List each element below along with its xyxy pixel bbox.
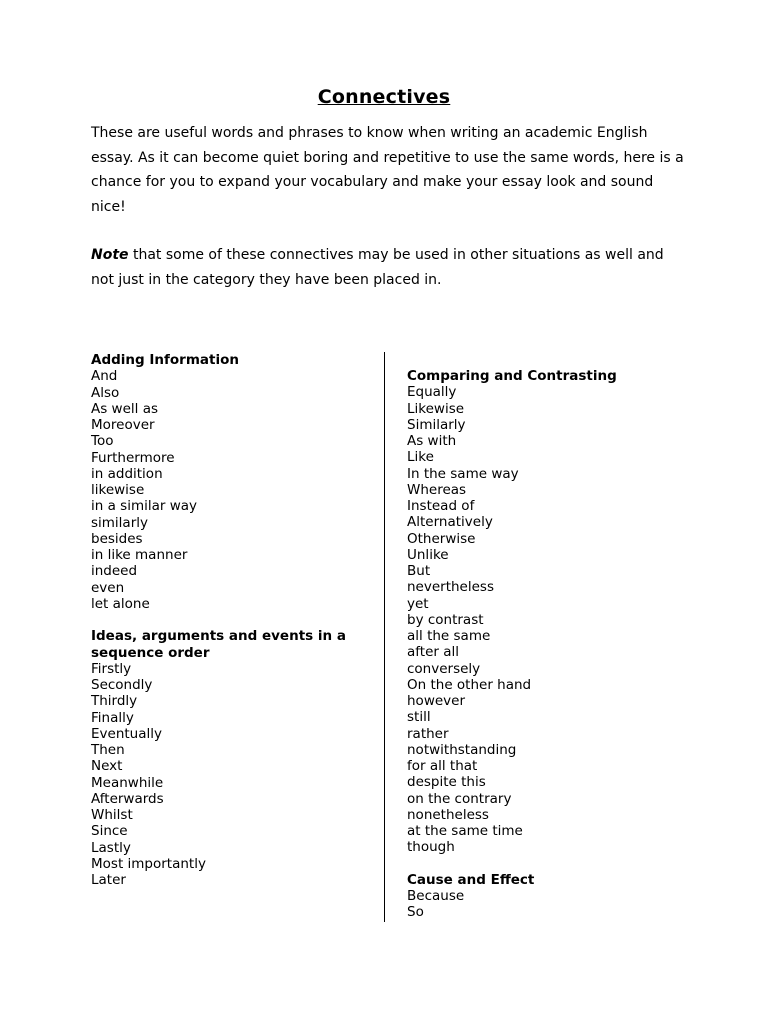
connective-item: Because <box>407 888 465 904</box>
connective-item: And <box>91 368 118 385</box>
connective-item: Finally <box>91 709 134 726</box>
connective-item: Also <box>91 384 120 401</box>
connective-item: notwithstanding <box>407 741 517 758</box>
connective-item: Otherwise <box>407 530 476 547</box>
connective-item: conversely <box>407 660 481 677</box>
connective-item: Next <box>91 758 123 775</box>
connective-item: though <box>407 839 455 856</box>
connective-item: Equally <box>407 384 457 401</box>
page-title: Connectives <box>317 86 451 108</box>
connective-item: Firstly <box>91 660 132 677</box>
connective-item: still <box>407 709 431 726</box>
connective-item: Secondly <box>91 677 153 693</box>
connective-item: likewise <box>91 482 145 498</box>
connective-item: nonetheless <box>407 806 489 823</box>
right-column <box>407 368 707 921</box>
connective-item: But <box>407 563 431 579</box>
connective-item: As with <box>407 433 457 449</box>
connective-item: Moreover <box>91 417 155 433</box>
connective-item: On the other hand <box>407 676 532 693</box>
connective-item: Eventually <box>91 725 162 742</box>
connective-item: however <box>407 693 466 709</box>
connective-item: all the same <box>407 628 491 644</box>
connective-item: on the contrary <box>407 790 512 807</box>
connective-item: nevertheless <box>407 579 494 596</box>
note-paragraph <box>91 243 691 292</box>
connective-item: Afterwards <box>91 790 164 807</box>
connective-item: Then <box>91 742 125 758</box>
connective-item: Similarly <box>407 416 466 433</box>
connective-item: Like <box>407 449 434 466</box>
section-heading: Cause and Effect <box>407 871 535 888</box>
connective-item: despite this <box>407 774 486 791</box>
connective-item: indeed <box>91 563 138 580</box>
section-spacer <box>91 612 376 628</box>
connective-item: Since <box>91 823 128 840</box>
connective-item: Meanwhile <box>91 774 164 791</box>
connective-item: even <box>91 579 125 596</box>
connective-item: let alone <box>91 595 150 612</box>
connective-item: after all <box>407 644 460 661</box>
connective-item: in addition <box>91 465 163 482</box>
connective-item: Thirdly <box>91 693 138 710</box>
section-heading: Adding Information <box>91 352 239 368</box>
connective-item: Alternatively <box>407 514 493 531</box>
connective-item: besides <box>91 530 143 547</box>
connective-item: So <box>407 904 424 921</box>
connective-item: Whereas <box>407 481 467 498</box>
connective-item: for all that <box>407 758 478 774</box>
connective-item: in a similar way <box>91 498 198 515</box>
left-column <box>91 352 376 888</box>
connective-item: Likewise <box>407 400 465 417</box>
note-label: Note <box>91 247 129 263</box>
connective-item: yet <box>407 595 429 612</box>
connective-item: In the same way <box>407 465 519 482</box>
connective-item: Most importantly <box>91 855 206 872</box>
section-spacer <box>407 856 707 872</box>
connective-item: Whilst <box>91 807 133 823</box>
connective-item: As well as <box>91 400 159 417</box>
connective-item: in like manner <box>91 547 188 563</box>
connective-item: Too <box>91 433 114 450</box>
connective-item: at the same time <box>407 823 523 839</box>
connective-item: Furthermore <box>91 449 175 466</box>
intro-paragraph: These are useful words and phrases to know when writing an academic English essay. As it can become quiet boring and repetitive to use the same words, here is a chance for you to expand your vocabulary and make your essay look and sound nice! <box>91 125 684 215</box>
connective-item: by contrast <box>407 611 484 628</box>
column-divider <box>384 352 385 922</box>
section-heading: Ideas, arguments and events in a sequence order <box>91 628 346 661</box>
section-heading: Comparing and Contrasting <box>407 368 617 384</box>
connective-item: similarly <box>91 514 148 531</box>
connective-item: Later <box>91 872 126 888</box>
connective-item: Lastly <box>91 839 131 856</box>
connective-item: rather <box>407 725 449 742</box>
note-text: that some of these connectives may be used in other situations as well and not just in the category they have been placed in. <box>91 247 664 288</box>
connective-item: Unlike <box>407 546 449 563</box>
connective-item: Instead of <box>407 498 475 514</box>
